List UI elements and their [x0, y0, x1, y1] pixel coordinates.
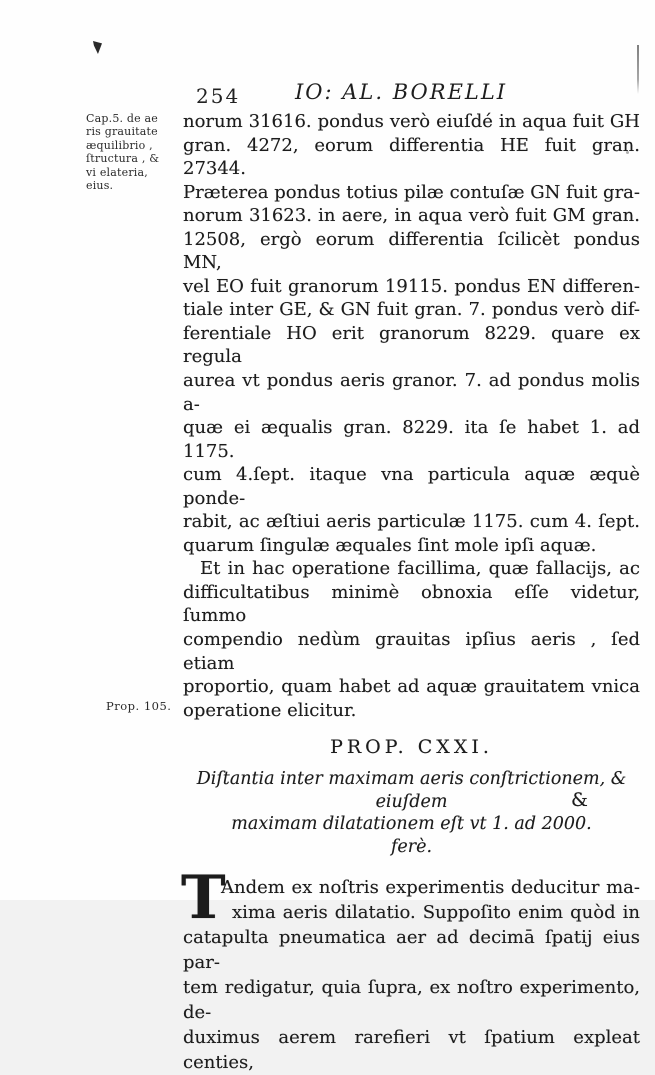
text-line: tiale inter GE, & GN fuit gran. 7. pondus verò dif- — [183, 299, 640, 321]
drop-cap-letter: T — [181, 863, 226, 934]
text-line: cum 4.ſept. itaque vna particula aquæ æquè ponde- — [183, 464, 640, 509]
margin-note-chapter — [86, 112, 182, 192]
margin-note-line: ris grauitate — [86, 125, 158, 139]
running-header: IO: AL. BORELLI — [295, 80, 508, 104]
text-line: vel EO fuit granorum 19115. pondus EN differen- — [183, 275, 640, 297]
text-line: operatione elicitur. — [183, 699, 357, 721]
main-text-block — [183, 110, 640, 1075]
proposition-line: maximam dilatationem eſt vt 1. ad 2000. — [231, 814, 592, 835]
proposition-line: Diſtantia inter maximam aeris conſtrictionem, & eiuſdem — [196, 769, 627, 812]
proposition-heading: PROP. CXXI. — [330, 736, 493, 759]
text-line: Et in hac operatione facillima, quæ fallacijs, ac — [200, 558, 640, 580]
margin-note-line: vi elateria, — [86, 165, 148, 179]
text-line: difficultatibus minimè obnoxia eſſe videtur, ſummo — [183, 581, 640, 627]
text-line: catapulta pneumatica aer ad decimā ſpatij eius par- — [183, 927, 640, 974]
text-line: compendio nedùm grauitas ipſius aeris , ſed etiam — [183, 629, 640, 674]
paragraph-dilatation — [181, 863, 640, 1075]
text-line: norum 31616. pondus verò eiuſdé in aqua fuit GH — [183, 111, 640, 132]
text-line: aurea vt pondus aeris granor. 7. ad pondus molis a- — [183, 370, 640, 415]
margin-note-line: æquilibrio , — [86, 138, 153, 152]
ink-blot-mark — [93, 41, 102, 54]
margin-note-prop-ref: Prop. 105. — [106, 699, 172, 713]
page-number: 254 — [196, 84, 241, 108]
text-line: Andem ex noſtris experimentis deducitur ma- — [221, 877, 640, 899]
paragraph-operation — [183, 557, 640, 722]
proposition-line: ferè. — [390, 836, 433, 857]
text-line: ferentiale HO erit granorum 8229. quare ex regula — [183, 322, 640, 368]
text-line: Præterea pondus totius pilæ contuſæ GN fuit gra- — [183, 181, 640, 203]
text-line: proportio, quam habet ad aquæ grauitatem vnica — [183, 676, 640, 698]
catchword: & — [571, 789, 588, 811]
text-line: norum 31623. in aere, in aqua verò fuit GM gran. — [183, 205, 640, 227]
margin-note-line: ſtructura , & — [86, 152, 160, 166]
proposition-statement — [183, 768, 640, 858]
paragraph-weights — [183, 110, 640, 557]
text-line: tem redigatur, quia ſupra, ex noſtro experimento, de- — [183, 977, 640, 1024]
text-line: xima aeris dilatatio. Suppoſito enim quòd in — [232, 902, 640, 924]
text-line: duximus aerem rarefieri vt ſpatium expleat centies, — [183, 1027, 640, 1074]
margin-note-line: Cap.5. de ae — [86, 112, 159, 125]
scan-artifact-line — [637, 45, 639, 94]
text-line: 12508, ergò eorum differentia ſcilicèt pondus MN, — [183, 228, 640, 274]
margin-note-line: eius. — [86, 179, 114, 193]
text-line: rabit, ac æſtiui aeris particulæ 1175. cum 4. ſept. — [183, 511, 640, 533]
text-line: gran. 4272, eorum differentia HE fuit gran. 27344. — [183, 134, 640, 180]
text-line: quæ ei æqualis gran. 8229. ita ſe habet 1. ad 1175. — [183, 417, 640, 462]
text-line: quarum ſingulæ æquales ſint mole ipſi aquæ. — [183, 534, 597, 556]
